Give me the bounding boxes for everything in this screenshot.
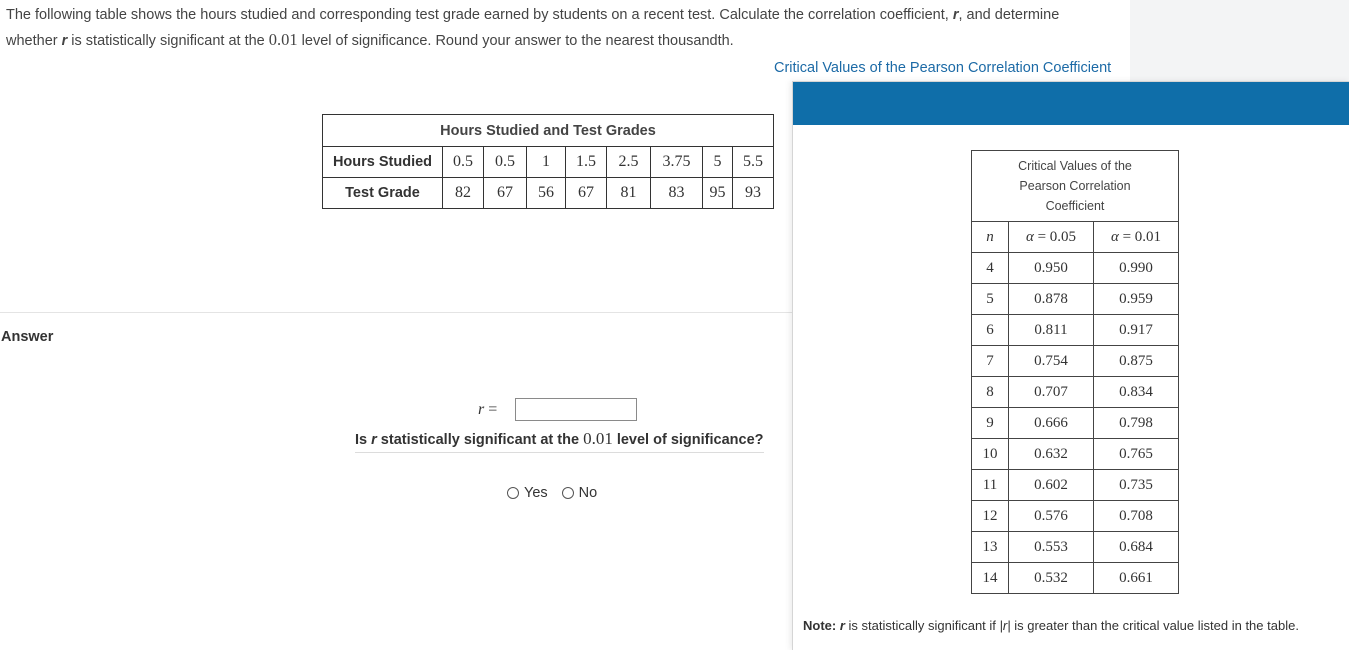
significance-question [355, 429, 764, 453]
question-text-part: statistically significant at the [376, 432, 584, 448]
alpha-05-cell: 0.632 [1009, 439, 1094, 470]
table-caption: Hours Studied and Test Grades [323, 115, 774, 147]
n-cell: 11 [972, 470, 1009, 501]
hours-cell: 1.5 [566, 147, 607, 178]
table-row [972, 408, 1179, 439]
alpha-01-cell: 0.661 [1094, 563, 1179, 594]
question-text-part: level of significance. Round your answer to the nearest thousandth. [297, 32, 734, 49]
table-row [972, 346, 1179, 377]
n-cell: 4 [972, 253, 1009, 284]
no-radio[interactable] [562, 487, 574, 499]
question-text-part: The following table shows the hours studied and corresponding test grade earned by students on a recent test. Calculate the correlation coefficient, [6, 7, 953, 23]
significance-level: 0.01 [583, 429, 613, 448]
alpha-01-cell: 0.708 [1094, 501, 1179, 532]
note-text-part: is statistically significant if [844, 618, 1000, 633]
grade-cell: 81 [607, 178, 651, 209]
critical-values-panel [792, 81, 1349, 650]
r-answer-input[interactable] [515, 398, 637, 421]
alpha-05-cell: 0.950 [1009, 253, 1094, 284]
hours-cell: 1 [527, 147, 566, 178]
note-text-part: is greater than the critical value listed in the table. [1010, 618, 1299, 633]
question-text-part: Is [355, 432, 372, 448]
answer-label: Answer [1, 329, 54, 345]
n-cell: 13 [972, 532, 1009, 563]
table-row [972, 377, 1179, 408]
table-row [972, 501, 1179, 532]
alpha-value: = 0.05 [1033, 228, 1077, 245]
table-row [972, 315, 1179, 346]
n-cell: 12 [972, 501, 1009, 532]
n-cell: 8 [972, 377, 1009, 408]
grade-cell: 93 [733, 178, 774, 209]
yes-option[interactable] [507, 485, 548, 501]
question-text [6, 3, 1116, 53]
equals-sign: = [484, 401, 498, 418]
alpha-01-cell: 0.798 [1094, 408, 1179, 439]
alpha-01-cell: 0.990 [1094, 253, 1179, 284]
hours-cell: 5 [703, 147, 733, 178]
hours-grades-table [322, 114, 774, 209]
table-row [972, 284, 1179, 315]
answer-divider [0, 312, 792, 313]
caption-line: Critical Values of the [1018, 159, 1132, 173]
hours-cell: 5.5 [733, 147, 774, 178]
alpha-01-cell: 0.959 [1094, 284, 1179, 315]
table-caption [972, 151, 1179, 222]
alpha-05-cell: 0.553 [1009, 532, 1094, 563]
table-row [972, 532, 1179, 563]
table-row [972, 439, 1179, 470]
alpha-05-cell: 0.878 [1009, 284, 1094, 315]
alpha-01-cell: 0.875 [1094, 346, 1179, 377]
grade-cell: 67 [484, 178, 527, 209]
alpha-05-cell: 0.811 [1009, 315, 1094, 346]
table-row [323, 147, 774, 178]
variable-r: r [952, 7, 959, 23]
variable-r: r [371, 432, 377, 448]
critical-values-table [971, 150, 1179, 594]
critical-values-link[interactable]: Critical Values of the Pearson Correlation Coefficient [774, 60, 1112, 76]
alpha-01-header [1094, 222, 1179, 253]
grade-cell: 83 [651, 178, 703, 209]
question-text-part: whether [6, 32, 62, 49]
alpha-01-cell: 0.834 [1094, 377, 1179, 408]
yes-radio[interactable] [507, 487, 519, 499]
hours-cell: 0.5 [484, 147, 527, 178]
table-header-row [972, 222, 1179, 253]
note-label: Note: [803, 618, 837, 633]
n-cell: 7 [972, 346, 1009, 377]
alpha-05-header [1009, 222, 1094, 253]
yes-label: Yes [524, 485, 548, 501]
question-text-part: level of significance? [612, 432, 764, 448]
n-cell: 5 [972, 284, 1009, 315]
table-row [972, 253, 1179, 284]
hours-cell: 3.75 [651, 147, 703, 178]
variable-r: r [839, 618, 845, 633]
grade-cell: 56 [527, 178, 566, 209]
alpha-05-cell: 0.666 [1009, 408, 1094, 439]
caption-line: Pearson Correlation [1019, 179, 1131, 193]
n-cell: 9 [972, 408, 1009, 439]
table-row [972, 563, 1179, 594]
grade-cell: 67 [566, 178, 607, 209]
n-cell: 6 [972, 315, 1009, 346]
r-label [478, 401, 497, 419]
grade-cell: 95 [703, 178, 733, 209]
variable-r: r [478, 401, 485, 418]
alpha-01-cell: 0.765 [1094, 439, 1179, 470]
side-strip [1130, 0, 1349, 82]
significance-options [507, 485, 611, 501]
hours-cell: 2.5 [607, 147, 651, 178]
no-label: No [578, 485, 598, 501]
alpha-05-cell: 0.602 [1009, 470, 1094, 501]
variable-r: r [61, 32, 68, 49]
alpha-01-cell: 0.684 [1094, 532, 1179, 563]
alpha-01-cell: 0.735 [1094, 470, 1179, 501]
alpha-01-cell: 0.917 [1094, 315, 1179, 346]
caption-line: Coefficient [1045, 199, 1105, 213]
alpha-05-cell: 0.532 [1009, 563, 1094, 594]
row-header: Hours Studied [323, 147, 443, 178]
alpha-05-cell: 0.707 [1009, 377, 1094, 408]
alpha-value: = 0.01 [1118, 228, 1162, 245]
panel-header-bar [793, 82, 1349, 125]
alpha-05-cell: 0.576 [1009, 501, 1094, 532]
n-header: n [972, 222, 1009, 253]
abs-r: |r| [999, 618, 1011, 633]
no-option[interactable] [562, 485, 598, 501]
row-header: Test Grade [323, 178, 443, 209]
table-row [323, 178, 774, 209]
n-cell: 14 [972, 563, 1009, 594]
note-text [803, 618, 1299, 633]
alpha-05-cell: 0.754 [1009, 346, 1094, 377]
question-text-part: is statistically significant at the [67, 32, 269, 49]
n-cell: 10 [972, 439, 1009, 470]
alpha-symbol: α [1110, 228, 1119, 245]
table-row [972, 470, 1179, 501]
significance-level: 0.01 [268, 29, 298, 49]
hours-cell: 0.5 [443, 147, 484, 178]
grade-cell: 82 [443, 178, 484, 209]
question-text-part: , and determine [958, 7, 1060, 23]
alpha-symbol: α [1025, 228, 1034, 245]
